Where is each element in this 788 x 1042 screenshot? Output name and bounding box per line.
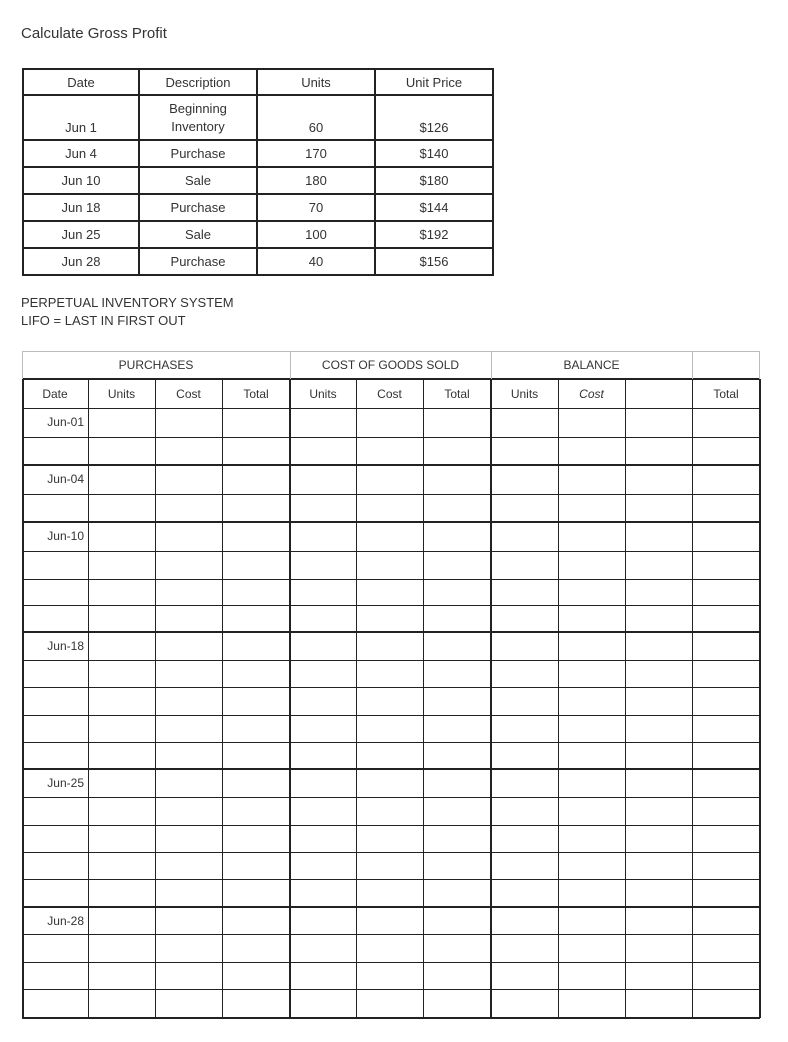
page-title: Calculate Gross Profit bbox=[21, 25, 167, 42]
table-row bbox=[23, 140, 493, 167]
ledger-date-label: Jun-01 bbox=[47, 415, 84, 429]
grid-col-line bbox=[222, 379, 223, 1018]
header-date: Date bbox=[23, 69, 139, 95]
table-row bbox=[23, 95, 493, 140]
grid-header-divider bbox=[759, 351, 760, 379]
column-header: Total bbox=[243, 387, 269, 401]
grid-row-line bbox=[22, 1017, 760, 1019]
grid-row-line bbox=[22, 579, 760, 580]
grid-col-line bbox=[625, 379, 626, 1018]
grid-row-line bbox=[22, 742, 760, 743]
transactions-header-row bbox=[23, 69, 493, 95]
grid-row-line bbox=[22, 551, 760, 552]
cell-price: $192 bbox=[375, 221, 493, 248]
grid-col-line bbox=[692, 379, 693, 1018]
grid-row-line bbox=[22, 934, 760, 935]
ledger-grid bbox=[22, 351, 760, 1018]
table-row bbox=[23, 167, 493, 194]
cell-price: $156 bbox=[375, 248, 493, 275]
column-header: Total bbox=[444, 387, 470, 401]
grid-row-line bbox=[22, 660, 760, 661]
grid-row-line bbox=[22, 494, 760, 495]
grid-col-line bbox=[155, 379, 156, 1018]
grid-row-line bbox=[22, 715, 760, 716]
table-row bbox=[23, 194, 493, 221]
cell-units: 180 bbox=[257, 167, 375, 194]
method-label: LIFO = LAST IN FIRST OUT bbox=[21, 313, 186, 328]
grid-col-line bbox=[289, 379, 291, 1018]
grid-row-line bbox=[22, 797, 760, 798]
cell-description: Sale bbox=[139, 221, 257, 248]
ledger-date-label: Jun-18 bbox=[47, 639, 84, 653]
grid-row-line bbox=[22, 521, 760, 523]
column-header: Date bbox=[42, 387, 68, 401]
cell-price: $180 bbox=[375, 167, 493, 194]
transactions-table bbox=[22, 68, 494, 276]
grid-header-divider bbox=[692, 351, 693, 379]
grid-col-line bbox=[356, 379, 357, 1018]
cell-units: 40 bbox=[257, 248, 375, 275]
table-row bbox=[23, 248, 493, 275]
grid-row-line bbox=[22, 408, 760, 409]
cell-date: Jun 1 bbox=[23, 95, 139, 140]
group-header: COST OF GOODS SOLD bbox=[321, 358, 460, 372]
column-header: Cost bbox=[377, 387, 402, 401]
grid-row-line bbox=[22, 989, 760, 990]
column-header: Cost bbox=[176, 387, 201, 401]
grid-row-line bbox=[22, 351, 760, 352]
grid-col-line bbox=[490, 379, 492, 1018]
column-header: Units bbox=[107, 387, 136, 401]
cell-price: $126 bbox=[375, 95, 493, 140]
column-header: Units bbox=[510, 387, 539, 401]
group-header: BALANCE bbox=[563, 358, 620, 372]
column-header: Total bbox=[713, 387, 739, 401]
cell-description: Purchase bbox=[139, 248, 257, 275]
grid-row-line bbox=[22, 906, 760, 908]
grid-col-line bbox=[558, 379, 559, 1018]
grid-row-line bbox=[22, 962, 760, 963]
system-label: PERPETUAL INVENTORY SYSTEM bbox=[21, 295, 234, 310]
cell-description: Purchase bbox=[139, 194, 257, 221]
ledger-date-label: Jun-28 bbox=[47, 914, 84, 928]
grid-row-line bbox=[22, 825, 760, 826]
cell-date: Jun 10 bbox=[23, 167, 139, 194]
cell-units: 170 bbox=[257, 140, 375, 167]
grid-row-line bbox=[22, 605, 760, 606]
cell-date: Jun 25 bbox=[23, 221, 139, 248]
header-unit-price: Unit Price bbox=[375, 69, 493, 95]
grid-col-line bbox=[88, 379, 89, 1018]
cell-description: Beginning Inventory bbox=[139, 95, 257, 140]
header-units: Units bbox=[257, 69, 375, 95]
cell-date: Jun 4 bbox=[23, 140, 139, 167]
grid-col-line bbox=[423, 379, 424, 1018]
grid-row-line bbox=[22, 852, 760, 853]
grid-row-line bbox=[22, 687, 760, 688]
ledger-date-label: Jun-10 bbox=[47, 529, 84, 543]
cell-price: $144 bbox=[375, 194, 493, 221]
cell-price: $140 bbox=[375, 140, 493, 167]
cell-units: 60 bbox=[257, 95, 375, 140]
grid-col-line bbox=[759, 379, 761, 1018]
cell-date: Jun 18 bbox=[23, 194, 139, 221]
grid-row-line bbox=[22, 437, 760, 438]
grid-row-line bbox=[22, 768, 760, 770]
column-header: Units bbox=[309, 387, 337, 401]
group-header: PURCHASES bbox=[118, 358, 194, 372]
cell-date: Jun 28 bbox=[23, 248, 139, 275]
cell-units: 100 bbox=[257, 221, 375, 248]
ledger-date-label: Jun-04 bbox=[47, 472, 84, 486]
header-description: Description bbox=[139, 69, 257, 95]
grid-row-line bbox=[22, 879, 760, 880]
cell-units: 70 bbox=[257, 194, 375, 221]
grid-row-line bbox=[22, 631, 760, 633]
column-header: Cost bbox=[579, 387, 604, 401]
cell-description: Sale bbox=[139, 167, 257, 194]
grid-row-line bbox=[22, 464, 760, 466]
grid-row-line bbox=[22, 378, 760, 380]
ledger-date-label: Jun-25 bbox=[47, 776, 84, 790]
table-row bbox=[23, 221, 493, 248]
cell-description: Purchase bbox=[139, 140, 257, 167]
